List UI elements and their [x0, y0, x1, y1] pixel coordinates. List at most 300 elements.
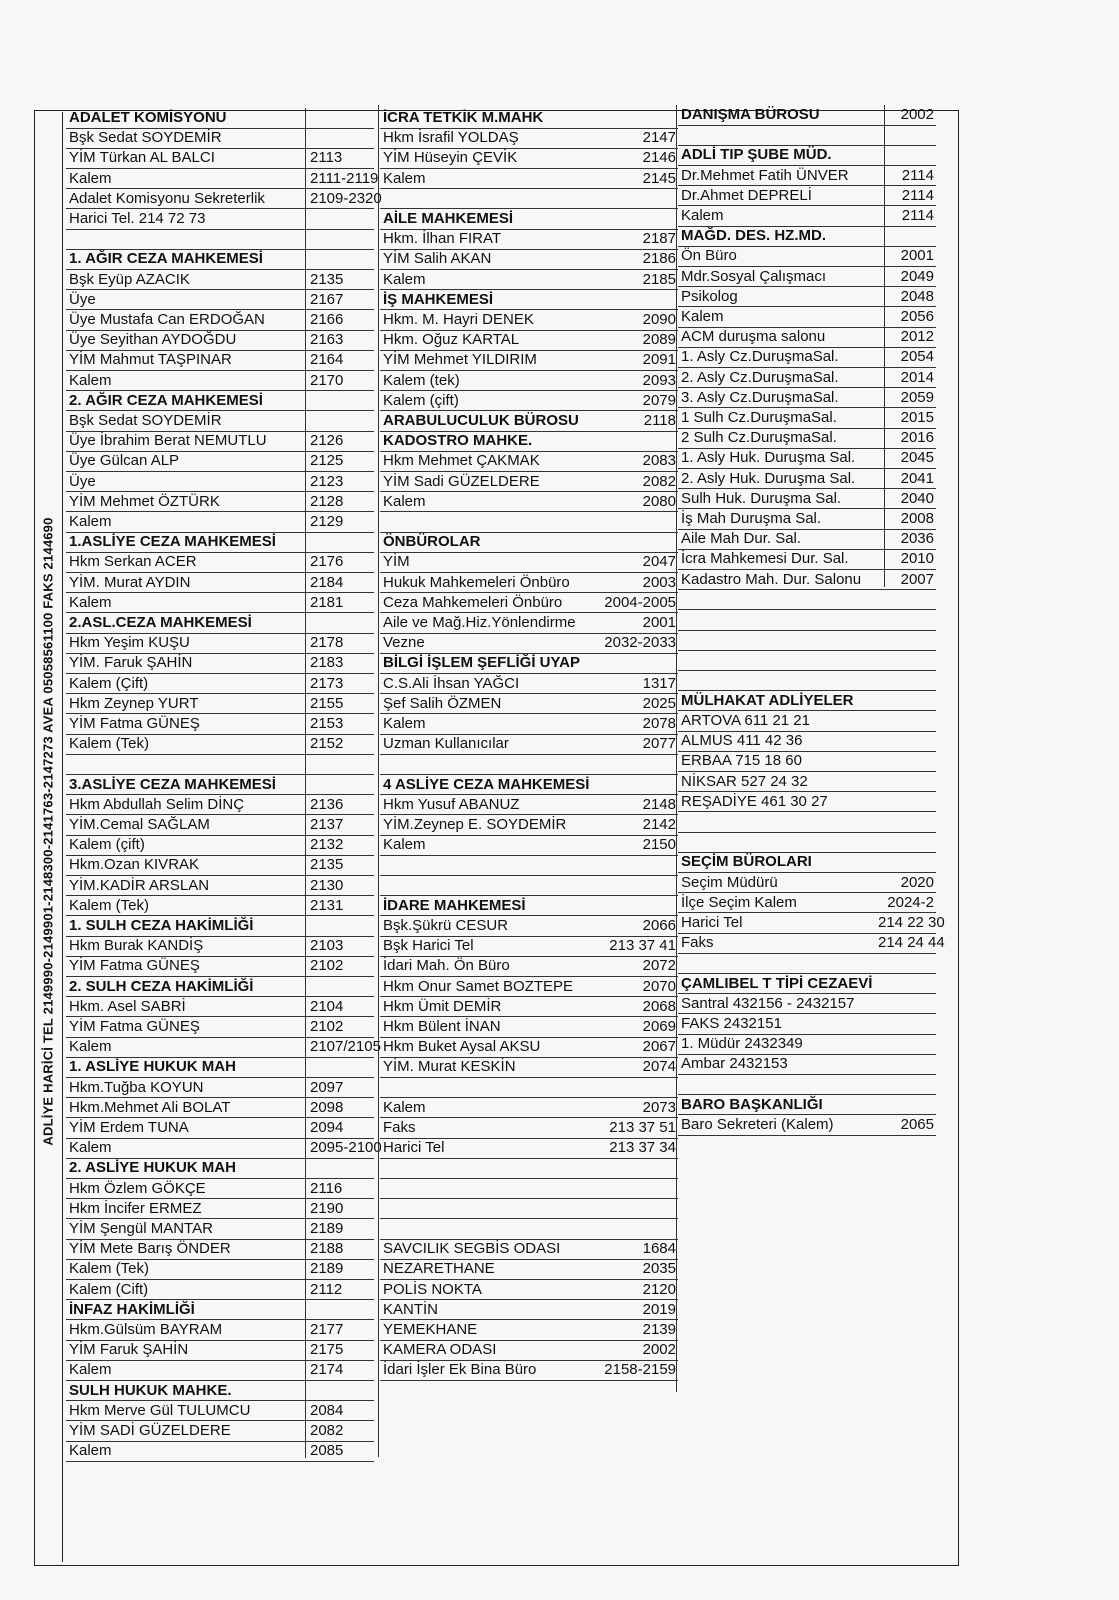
entry-number: 2016	[900, 429, 934, 447]
directory-row	[678, 408, 936, 429]
directory-row	[66, 694, 374, 715]
directory-row	[380, 573, 678, 594]
directory-row	[66, 1340, 374, 1361]
directory-row	[678, 832, 936, 853]
entry-label: Kalem (Tek)	[69, 1260, 150, 1278]
entry-label: Hkm.Gülsüm BAYRAM	[69, 1321, 223, 1338]
entry-number: 2123	[310, 472, 344, 490]
directory-row	[66, 209, 374, 230]
directory-row	[678, 953, 936, 974]
directory-row	[678, 428, 936, 449]
entry-label: Harici Tel	[383, 1139, 445, 1157]
entry-number: 2080	[642, 492, 676, 510]
directory-row	[380, 593, 678, 614]
directory-row	[678, 792, 936, 813]
entry-number: 2073	[642, 1098, 676, 1116]
entry-number: 2001	[900, 247, 934, 265]
section-title: ÇAMLIBEL T TİPİ CEZAEVİ	[681, 974, 873, 992]
section-header-row	[678, 691, 936, 712]
directory-row	[66, 795, 374, 816]
directory-row	[380, 270, 678, 291]
section-header-row	[66, 532, 374, 553]
entry-label: Hkm. Asel SABRİ	[69, 997, 186, 1015]
entry-number: 2004-2005	[604, 593, 676, 611]
entry-number: 2158-2159	[604, 1361, 676, 1379]
entry-number: 2035	[642, 1260, 676, 1278]
entry-label: Kalem	[383, 1098, 426, 1116]
section-title: MÜLHAKAT ADLİYELER	[681, 691, 854, 709]
directory-row	[66, 633, 374, 654]
directory-row	[380, 815, 678, 836]
directory-row	[380, 371, 678, 392]
entry-label: YİM.KADİR ARSLAN	[69, 876, 210, 894]
entry-label: REŞADİYE 461 30 27	[681, 792, 828, 810]
directory-row	[380, 1280, 678, 1301]
directory-row	[66, 1441, 374, 1462]
directory-row	[678, 772, 936, 793]
directory-row	[66, 148, 374, 169]
section-header-row	[678, 145, 936, 166]
section-header-row	[380, 209, 678, 230]
directory-row	[380, 1057, 678, 1078]
directory-row	[380, 350, 678, 371]
section-title: İNFAZ HAKİMLİĞİ	[69, 1300, 195, 1318]
entry-label: Kalem (tek)	[383, 371, 460, 389]
directory-row	[678, 873, 936, 894]
entry-number: 2107/2105	[310, 1038, 381, 1056]
column-divider-left	[378, 105, 379, 1457]
entry-label: Kalem	[681, 308, 724, 325]
entry-number: 2072	[642, 957, 676, 975]
entry-label: YİM. Murat AYDIN	[69, 573, 191, 591]
entry-number: 2091	[642, 351, 676, 369]
entry-number: 2109-2320	[310, 189, 382, 207]
directory-row	[380, 1118, 678, 1139]
entry-label: Harici Tel	[681, 914, 743, 931]
directory-row	[66, 1199, 374, 1220]
entry-number: 2135	[310, 270, 344, 288]
entry-label: Hkm Serkan ACER	[69, 553, 197, 571]
entry-label: Hkm Merve Gül TULUMCU	[69, 1401, 251, 1419]
entry-label: Dr.Mehmet Fatih ÜNVER	[681, 166, 849, 184]
directory-row	[66, 674, 374, 695]
directory-row	[380, 876, 678, 897]
entry-number: 213 37 51	[609, 1119, 676, 1136]
directory-row	[678, 711, 936, 732]
entry-label: ARTOVA 611 21 21	[681, 712, 810, 729]
entry-number: 2188	[310, 1240, 344, 1258]
directory-row	[678, 731, 936, 752]
section-title: ADALET KOMİSYONU	[69, 109, 227, 126]
entry-label: YİM Mehmet YILDIRIM	[383, 351, 537, 369]
entry-label: Bşk Eyüp AZACIK	[69, 270, 190, 288]
entry-number: 2181	[310, 593, 344, 611]
entry-number: 2184	[310, 573, 344, 591]
directory-row	[380, 1158, 678, 1179]
directory-row	[66, 653, 374, 674]
section-header-row	[66, 1158, 374, 1179]
entry-label: YİM Fatma GÜNEŞ	[69, 715, 200, 732]
entry-number: 2166	[310, 311, 344, 328]
directory-row	[678, 246, 936, 267]
entry-label: YİM.Cemal SAĞLAM	[69, 816, 210, 833]
entry-label: YİM Salih AKAN	[383, 250, 492, 268]
directory-row	[678, 368, 936, 389]
entry-number: 2129	[310, 513, 344, 530]
entry-label: Hkm Onur Samet BOZTEPE	[383, 977, 574, 995]
entry-label: Seçim Müdürü	[681, 873, 778, 891]
directory-row	[66, 734, 374, 755]
directory-row	[380, 1179, 678, 1200]
entry-label: Kalem	[383, 836, 426, 854]
directory-row	[66, 1017, 374, 1038]
entry-label: Harici Tel. 214 72 73	[69, 210, 206, 227]
entry-label: KAMERA ODASI	[383, 1341, 497, 1359]
entry-number: 2065	[900, 1116, 934, 1133]
entry-label: NEZARETHANE	[383, 1260, 495, 1278]
entry-label: Kalem (Cift)	[69, 1280, 149, 1298]
section-title: AİLE MAHKEMESİ	[383, 210, 514, 227]
entry-label: Santral 432156 - 2432157	[681, 994, 855, 1012]
entry-number: 2164	[310, 351, 344, 369]
entry-label: Hkm Abdullah Selim DİNÇ	[69, 795, 245, 813]
section-title: SEÇİM BÜROLARI	[681, 853, 812, 871]
entry-number: 214 24 44	[878, 934, 945, 952]
entry-label: YİM Erdem TUNA	[69, 1119, 189, 1136]
entry-number: 2019	[642, 1300, 676, 1318]
section-title: 1. ASLİYE HUKUK MAH	[69, 1058, 236, 1076]
entry-label: Hkm İsrafil YOLDAŞ	[383, 129, 519, 147]
directory-row	[678, 388, 936, 409]
directory-row	[380, 391, 678, 412]
directory-row	[380, 977, 678, 998]
directory-row	[66, 876, 374, 897]
directory-row	[678, 1034, 936, 1055]
entry-label: 1. Asly Cz.DuruşmaSal.	[681, 348, 839, 366]
column-divider-right	[676, 105, 677, 1392]
directory-row	[678, 1115, 936, 1136]
entry-number: 2185	[642, 270, 676, 288]
entry-label: Kadastro Mah. Dur. Salonu	[681, 570, 862, 588]
directory-row	[380, 916, 678, 937]
entry-label: Üye Seyithan AYDOĞDU	[69, 331, 237, 349]
directory-row	[678, 206, 936, 227]
entry-label: Bşk Sedat SOYDEMİR	[69, 129, 222, 147]
entry-label: Hkm Mehmet ÇAKMAK	[383, 452, 540, 470]
entry-label: Üye	[69, 472, 96, 490]
directory-row	[380, 835, 678, 856]
entry-number: 1317	[642, 674, 676, 692]
entry-number: 2130	[310, 876, 344, 894]
entry-number: 2045	[900, 449, 934, 467]
directory-row	[66, 169, 379, 190]
entry-label: Kalem	[69, 593, 112, 611]
directory-row	[678, 347, 936, 368]
entry-number: 2139	[642, 1321, 676, 1338]
entry-label: İdari Mah. Ön Büro	[383, 957, 510, 975]
entry-number: 2131	[310, 896, 344, 914]
entry-label: Kalem	[69, 1139, 112, 1157]
directory-row	[380, 1360, 678, 1381]
section-header-row	[678, 105, 936, 126]
entry-number: 2175	[310, 1341, 344, 1359]
section-header-row	[66, 775, 374, 796]
entry-label: Bşk Harici Tel	[383, 937, 474, 955]
entry-number: 2047	[642, 553, 676, 571]
entry-label: Hkm.Tuğba KOYUN	[69, 1078, 204, 1096]
entry-number: 214 22 30	[878, 914, 945, 931]
entry-number: 2135	[310, 856, 344, 874]
entry-label: Vezne	[383, 634, 425, 652]
entry-label: YİM. Faruk ŞAHİN	[69, 654, 193, 672]
section-title: İDARE MAHKEMESİ	[383, 896, 526, 914]
section-title: 2. ASLİYE HUKUK MAH	[69, 1159, 236, 1177]
entry-number: 2002	[642, 1341, 676, 1359]
entry-number: 213 37 34	[609, 1139, 676, 1157]
section-header-row	[66, 249, 374, 270]
entry-label: YİM Fatma GÜNEŞ	[69, 1018, 200, 1035]
entry-number: 2049	[900, 267, 934, 285]
directory-row	[66, 229, 374, 250]
section-title: İŞ MAHKEMESİ	[383, 290, 494, 308]
directory-row	[380, 310, 678, 331]
entry-label: 2. Asly Huk. Duruşma Sal.	[681, 469, 856, 487]
entry-label: 1. Asly Huk. Duruşma Sal.	[681, 449, 856, 467]
entry-label: YİM Fatma GÜNEŞ	[69, 957, 200, 975]
section-header-row	[380, 532, 678, 553]
section-header-row	[66, 108, 374, 129]
directory-row	[380, 128, 678, 149]
entry-number: 2177	[310, 1321, 344, 1338]
entry-number: 2094	[310, 1119, 344, 1136]
directory-row	[66, 896, 374, 917]
directory-row	[380, 1138, 678, 1159]
entry-label: Uzman Kullanıcılar	[383, 735, 509, 753]
entry-label: 2 Sulh Cz.DuruşmaSal.	[681, 429, 837, 447]
entry-number: 2008	[900, 510, 934, 527]
entry-number: 2114	[901, 166, 934, 184]
entry-number: 2174	[310, 1361, 344, 1379]
directory-row	[380, 169, 678, 190]
entry-number: 2015	[900, 409, 934, 426]
entry-number: 2041	[900, 469, 934, 487]
entry-number: 2095-2100	[310, 1139, 382, 1157]
directory-row	[380, 754, 678, 775]
directory-row	[66, 310, 374, 331]
entry-number: 2054	[900, 348, 934, 366]
entry-number: 2085	[310, 1442, 344, 1460]
entry-number: 2067	[642, 1038, 676, 1056]
entry-number: 2163	[310, 331, 344, 349]
entry-number: 2150	[642, 836, 676, 854]
entry-label: Kalem	[383, 492, 426, 510]
section-title: 1.ASLİYE CEZA MAHKEMESİ	[69, 533, 276, 551]
entry-number: 2102	[310, 1018, 344, 1035]
directory-row	[380, 492, 678, 513]
directory-row	[66, 411, 374, 432]
directory-row	[678, 650, 936, 671]
entry-label: Aile Mah Dur. Sal.	[681, 530, 802, 548]
section-title: 2. SULH CEZA HAKİMLİĞİ	[69, 977, 254, 995]
directory-row	[380, 1320, 678, 1341]
directory-row	[380, 1098, 678, 1119]
entry-label: Şef Salih ÖZMEN	[383, 694, 502, 712]
entry-number: 2068	[642, 997, 676, 1015]
entry-number: 2089	[642, 331, 676, 349]
entry-label: Hkm Ümit DEMİR	[383, 997, 502, 1015]
entry-number: 2176	[310, 553, 344, 571]
directory-row	[380, 694, 678, 715]
entry-label: Üye İbrahim Berat NEMUTLU	[69, 432, 267, 450]
entry-label: Aile ve Mağ.Hiz.Yönlendirme	[383, 614, 576, 631]
entry-number: 2025	[642, 694, 676, 712]
entry-number: 2098	[310, 1098, 344, 1116]
entry-number: 2012	[900, 328, 934, 346]
directory-row	[380, 714, 678, 735]
entry-label: Kalem (çift)	[69, 836, 145, 854]
section-title: ADLİ TIP ŞUBE MÜD.	[681, 146, 832, 164]
entry-number: 2113	[310, 149, 343, 167]
entry-label: Bşk Sedat SOYDEMİR	[69, 412, 222, 429]
directory-row	[678, 610, 936, 631]
entry-number: 2189	[310, 1260, 344, 1278]
entry-number: 2155	[310, 694, 344, 712]
directory-row	[678, 913, 945, 934]
entry-label: C.S.Ali İhsan YAĞCI	[383, 674, 520, 692]
entry-number: 2036	[900, 530, 934, 548]
directory-row	[380, 1340, 678, 1361]
entry-number: 2189	[310, 1220, 344, 1237]
section-title: 1. SULH CEZA HAKİMLİĞİ	[69, 917, 254, 934]
entry-number: 2002	[900, 106, 934, 123]
entry-label: Hukuk Mahkemeleri Önbüro	[383, 573, 570, 591]
directory-row	[380, 855, 678, 876]
directory-row	[380, 1037, 678, 1058]
directory-row	[66, 1179, 374, 1200]
entry-label: 1 Sulh Cz.DuruşmaSal.	[681, 409, 837, 426]
directory-row	[66, 573, 374, 594]
directory-row	[678, 166, 936, 187]
entry-number: 2153	[310, 715, 344, 732]
section-header-row	[380, 775, 678, 796]
entry-number: 2152	[310, 735, 344, 753]
directory-row	[66, 1098, 374, 1119]
section-header-row	[66, 1381, 374, 1402]
directory-row	[380, 1259, 678, 1280]
entry-label: POLİS NOKTA	[383, 1280, 482, 1298]
directory-row	[380, 1078, 678, 1099]
entry-number: 2178	[310, 634, 344, 652]
number-divider-left	[305, 108, 306, 1458]
directory-row	[66, 1078, 374, 1099]
directory-row	[678, 812, 936, 833]
directory-row	[66, 472, 374, 493]
entry-label: YEMEKHANE	[383, 1321, 478, 1338]
entry-number: 2190	[310, 1199, 344, 1217]
entry-number: 2173	[310, 674, 344, 692]
entry-number: 2003	[642, 573, 676, 591]
directory-row	[66, 189, 382, 210]
section-header-row	[66, 613, 374, 634]
entry-number: 2079	[642, 391, 676, 409]
entry-label: YİM Mahmut TAŞPINAR	[69, 351, 232, 369]
entry-number: 2170	[310, 371, 344, 389]
entry-number: 2069	[642, 1018, 676, 1035]
directory-row	[66, 330, 374, 351]
entry-number: 2020	[900, 873, 934, 891]
directory-row	[66, 815, 374, 836]
entry-number: 2116	[310, 1179, 343, 1197]
directory-row	[66, 512, 374, 533]
entry-number: 2082	[642, 472, 676, 490]
directory-row	[678, 186, 936, 207]
entry-label: Ceza Mahkemeleri Önbüro	[383, 593, 563, 611]
directory-row	[678, 327, 936, 348]
entry-number: 2126	[310, 432, 344, 450]
entry-number: 2145	[642, 169, 676, 187]
directory-row	[66, 371, 374, 392]
entry-label: Kalem	[69, 169, 112, 187]
section-header-row	[678, 852, 936, 873]
directory-row	[66, 431, 374, 452]
directory-row	[66, 1118, 374, 1139]
directory-row	[66, 1280, 374, 1301]
entry-label: Kalem (Tek)	[69, 896, 150, 914]
directory-row	[678, 590, 936, 611]
entry-label: Faks	[383, 1119, 416, 1136]
entry-label: Hkm Bülent İNAN	[383, 1018, 501, 1035]
entry-label: NİKSAR 527 24 32	[681, 772, 808, 790]
section-header-row	[380, 431, 678, 452]
directory-row	[380, 249, 678, 270]
entry-label: İlçe Seçim Kalem	[681, 893, 797, 911]
entry-label: Hkm Zeynep YURT	[69, 694, 199, 712]
side-contact-text: ADLİYE HARİCİ TEL 2149990-2149901-2148300-2141763-2147273 AVEA 05058561100 FAKS 2144690	[40, 517, 56, 1146]
directory-row	[678, 933, 945, 954]
directory-row	[678, 570, 936, 591]
entry-number: 2147	[642, 129, 676, 147]
entry-number: 2146	[642, 149, 676, 167]
entry-label: Kalem (Tek)	[69, 735, 150, 753]
side-contact-strip	[36, 112, 63, 1562]
entry-label: Hkm Yusuf ABANUZ	[383, 795, 520, 813]
entry-label: Hkm İncifer ERMEZ	[69, 1199, 202, 1217]
directory-row	[380, 552, 678, 573]
section-header-row	[678, 974, 936, 995]
directory-row	[678, 489, 936, 510]
section-header-row	[380, 896, 678, 917]
directory-row	[380, 148, 678, 169]
directory-row	[380, 451, 678, 472]
directory-row	[380, 1219, 678, 1240]
entry-number: 2084	[310, 1401, 344, 1419]
entry-number: 213 37 41	[609, 937, 676, 955]
section-title: KADOSTRO MAHKE.	[383, 432, 533, 450]
number-divider-right	[884, 105, 885, 587]
entry-label: YİM Hüseyin ÇEVİK	[383, 149, 518, 167]
entry-number: 2001	[642, 614, 676, 631]
entry-number: 2103	[310, 937, 344, 955]
directory-row	[678, 630, 936, 651]
directory-row	[66, 593, 374, 614]
entry-label: YİM Mete Barış ÖNDER	[69, 1240, 231, 1258]
section-title: 2.ASL.CEZA MAHKEMESİ	[69, 614, 252, 631]
directory-row	[678, 529, 936, 550]
directory-row	[678, 307, 936, 328]
entry-label: YİM Türkan AL BALCI	[69, 149, 215, 167]
directory-row	[66, 552, 374, 573]
entry-label: Kalem	[383, 270, 426, 288]
